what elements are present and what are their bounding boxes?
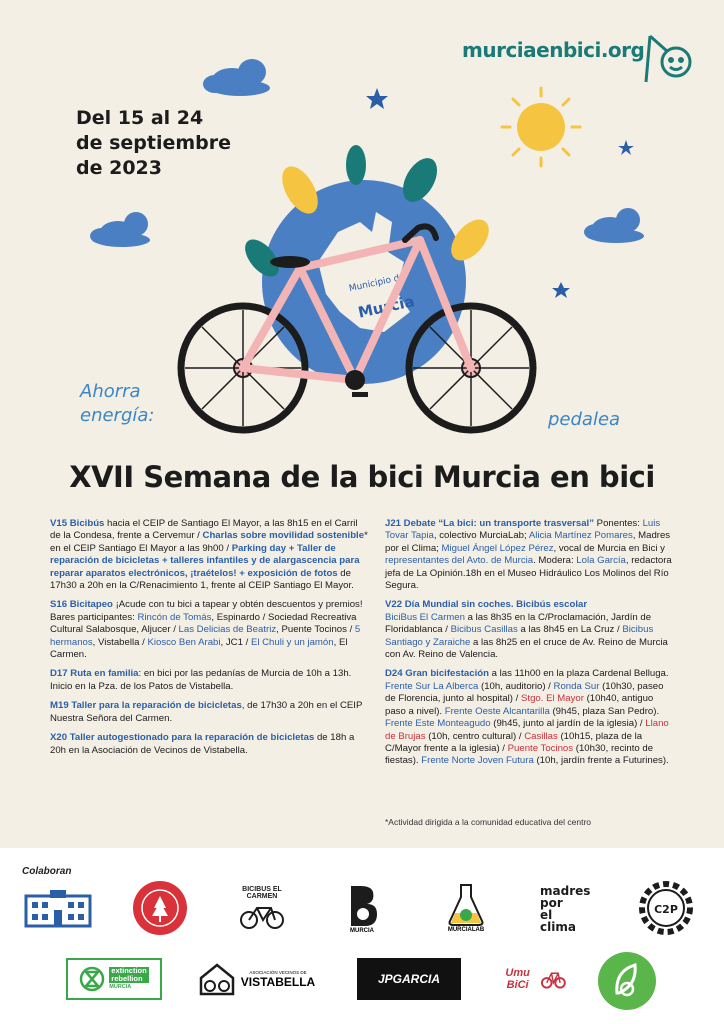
dates-line: de septiembre (76, 132, 232, 154)
cloud-icon (203, 59, 270, 96)
event-j21: J21 Debate “La bici: un transporte trasversal” Ponentes: Luis Tovar Tapia, colectivo MurciaLab; Alicia Martínez Pomares, Madres por el Clima; Miguel Ángel López Pérez, vocal de Murcia en Bici y representantes del Avto. de Murcia. Modera: Lola García, redactora jefa de La Opinión.18h en el Museo Hidráulico Los Molinos del Río Segura. (385, 518, 672, 592)
bicycle-icon (237, 900, 287, 930)
poster-title: XVII Semana de la bici Murcia en bici (69, 460, 655, 494)
municipio-name: Murcia (356, 292, 417, 322)
sponsor-school-logo (22, 884, 94, 934)
dates-line: de 2023 (76, 157, 162, 179)
event-dates (76, 106, 231, 181)
sponsor-murcia: MURCIA (340, 878, 384, 940)
site-logo-text: murciaenbici.org (462, 38, 645, 62)
sun-icon (502, 88, 580, 166)
bike-logo-icon (646, 36, 690, 82)
sponsor-jpgarcia: JPGARCIA (357, 958, 461, 1000)
leaf-icon (597, 951, 657, 1011)
sponsor-umubici: Umu BiCi (494, 958, 566, 1000)
sponsors-label: Colaboran (22, 866, 72, 877)
sponsor-madres-clima: madres por el clima (540, 884, 591, 934)
svg-text:C2P: C2P (654, 903, 678, 916)
event-d17: D17 Ruta en familia: en bici por las pedanías de Murcia de 10h a 13h. Inicio en la Pza. de los Patos de Vistabella. (50, 668, 352, 692)
house-bike-icon (197, 962, 237, 996)
event-m19: M19 Taller para la reparación de bicicletas, de 17h30 a 20h en el CEIP Nuestra Señora del Carmen. (50, 700, 363, 724)
footnote: *Actividad dirigida a la comunidad educativa del centro (385, 817, 592, 827)
hourglass-icon (79, 966, 105, 992)
sponsor-green-leaf (596, 950, 658, 1012)
sponsor-c2p (636, 878, 696, 938)
event-x20: X20 Taller autogestionado para la reparación de bicicletas de 18h a 20h en la Asociación de Vecinos de Vistabella. (50, 732, 355, 756)
dates-line: Del 15 al 24 (76, 107, 204, 129)
cloud-icon (90, 212, 150, 247)
event-d24: D24 Gran bicifestación a las 11h00 en la plaza Cardenal Belluga. Frente Sur La Alberca (10h, auditorio) / Ronda Sur (10h30, paseo de Florencia, junto al hospital) / Stgo. El Mayor (10h40, antiguo paso a nivel). Frente Oeste Alcantarilla (9h45, plaza San Pedro). Frente Este Monteagudo (9h45, junto al jardín de la iglesia) / Llano de Brujas (10h, centro cultural) / Casillas (10h15, plaza de la C/Mayor frente a la iglesia) / Puente Tocinos (10h30, recinto de fiestas). Frente Norte Joven Futura (10h, jardín frente a Futurines). (385, 668, 669, 767)
sponsor-association-logo (130, 878, 190, 938)
school-building-icon (24, 890, 92, 928)
events-right-column (385, 518, 675, 775)
gear-icon (637, 879, 695, 937)
tree-seal-icon (132, 880, 188, 936)
bicycle-icon (541, 968, 566, 990)
sponsor-vistabella: ASOCIACIÓN VECINOS DE VISTABELLA (196, 960, 316, 998)
sponsor-extinction-rebellion: extinction rebellion MURCIA (66, 958, 162, 1000)
sponsor-murcialab: MURCIALAB (440, 876, 492, 940)
flask-icon (446, 883, 486, 927)
event-s16: S16 Bicitapeo ¡Acude con tu bici a tapear y obtén descuentos y premios! Bares participantes: Rincón de Tomás, Espinardo / Sociedad Recreativa Cultural Salabosque, Aljucer / Las Delicias de Beatriz, Puente Tocinos / 5 hermanos, Vistabella / Kiosco Ben Arabi, JC1 / El Chuli y un jamón, El Carmen. (50, 599, 363, 661)
cloud-icon (584, 208, 644, 243)
murcia-b-icon (345, 884, 379, 928)
municipio-label: Municipio de (348, 272, 406, 295)
event-v15: V15 Bicibús hacia el CEIP de Santiago El Mayor, a las 8h15 en el Carril de la Condesa, frente a Cervemur / Charlas sobre movilidad sostenible* en el CEIP Santiago El Mayor a las 9h00 / Parking day + Taller de reparación de bicicletas + talleres infantiles y de alargascencia para reparar aparatos electrónicos, ¡traételos! + exposición de fotos de 17h30 a 20h en la C/Renacimiento 1, frente al CEIP Santiago El Mayor. (50, 518, 368, 592)
event-v22: V22 Día Mundial sin coches. Bicibús escolar BiciBus El Carmen a las 8h35 en la C/Proclamación, Jardín de Floridablanca / Bicibus Casillas a las 8h45 en La Cruz / Bicibus Santiago y Zaraiche a las 8h25 en el cruce de Av. Reino de Murcia con Av. Reino de Valencia. (385, 599, 668, 661)
slogan-right: pedalea (548, 409, 621, 430)
slogan-left: Ahorra energía: (80, 381, 155, 426)
sponsor-bicibus-carmen: BICIBUS EL CARMEN (226, 876, 298, 940)
events-left-column (50, 518, 368, 764)
